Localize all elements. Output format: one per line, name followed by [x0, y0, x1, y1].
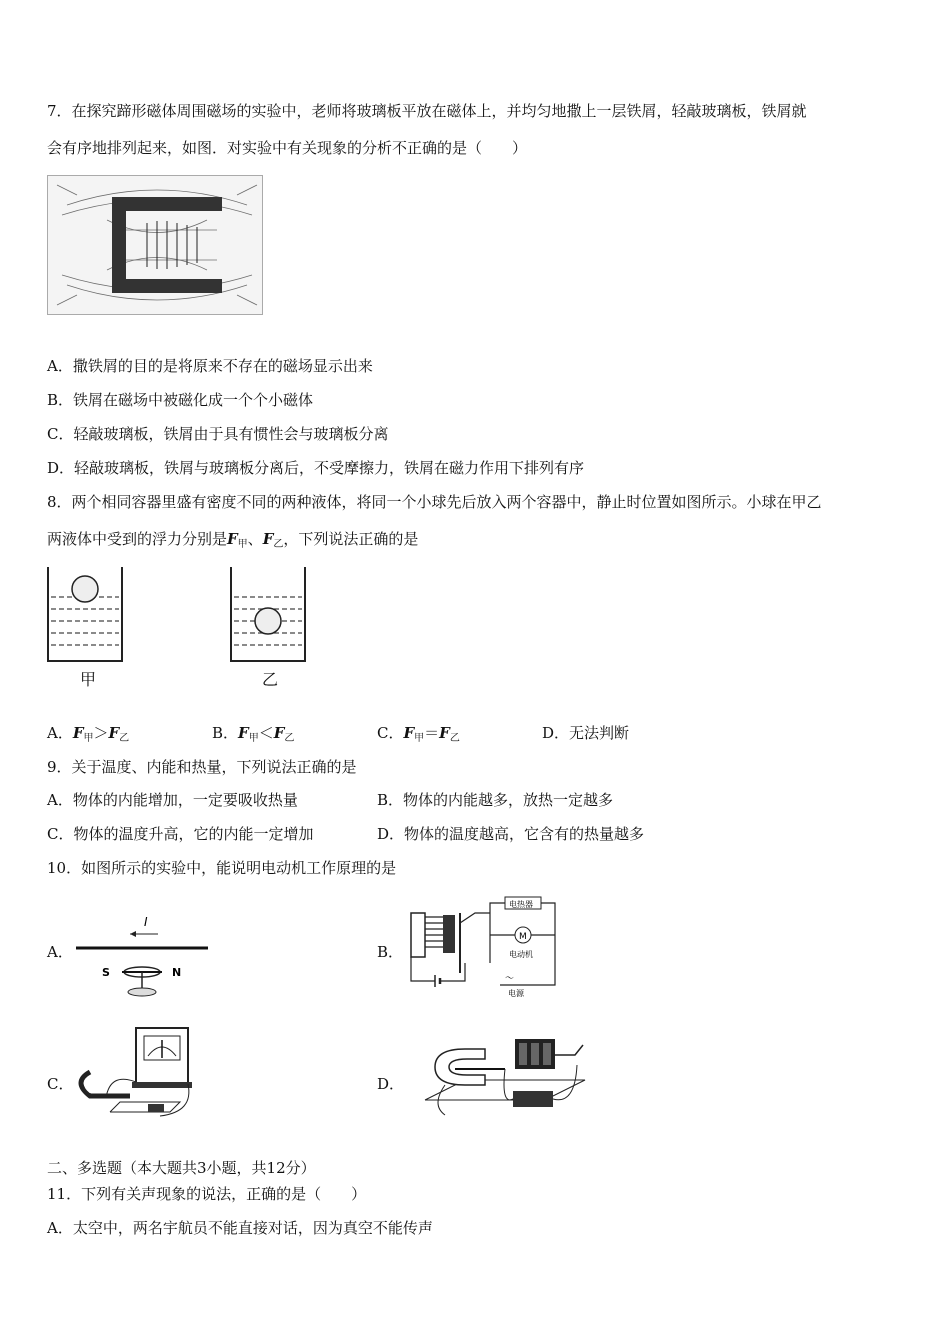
south-pole-label: S [102, 966, 110, 979]
q7-option-d: D．轻敲玻璃板，铁屑与玻璃板分离后，不受摩擦力，铁屑在磁力作用下排列有序 [47, 459, 585, 477]
q10-stem: 10．如图所示的实验中，能说明电动机工作原理的是 [47, 859, 397, 877]
q9-option-d: D．物体的温度越高，它含有的热量越多 [377, 825, 645, 843]
q7-option-c: C．轻敲玻璃板，铁屑由于具有惯性会与玻璃板分离 [47, 425, 389, 443]
motor-symbol: M [519, 932, 527, 942]
motor-label: 电动机 [509, 950, 533, 959]
q10-option-d-label: D． [377, 1075, 405, 1093]
q11-stem: 11．下列有关声现象的说法，正确的是（ ） [47, 1185, 367, 1203]
current-label: I [144, 915, 148, 929]
oersted-experiment-icon [74, 910, 212, 1002]
q7-option-a: A．撒铁屑的目的是将原来不存在的磁场显示出来 [47, 357, 373, 375]
fig-label-yi: 乙 [262, 670, 279, 689]
electromagnetic-relay-icon [405, 893, 560, 1003]
q9-option-c: C．物体的温度升高，它的内能一定增加 [47, 825, 314, 843]
ac-symbol: ～ [505, 974, 515, 984]
q8-option-b: B．$F_甲<F_乙$ [212, 724, 295, 744]
q9-option-b: B．物体的内能越多，放热一定越多 [377, 791, 614, 809]
q10-option-b-label: B． [377, 943, 404, 961]
power-source-label: 电源 [508, 989, 524, 998]
q8-stem-line1: 8．两个相同容器里盛有密度不同的两种液体，将同一个小球先后放入两个容器中，静止时位置如图所示。小球在甲乙 [47, 493, 822, 511]
north-pole-label: N [172, 966, 182, 979]
q8-option-d: D．无法判断 [542, 724, 630, 742]
q10-option-c-label: C． [47, 1075, 74, 1093]
q8-stem-line2: 两液体中受到的浮力分别是$F_甲$、$F_乙$，下列说法正确的是 [47, 530, 419, 550]
q9-option-a: A．物体的内能增加，一定要吸收热量 [47, 791, 298, 809]
motor-principle-icon [405, 1025, 595, 1125]
q8-option-a: A．$F_甲>F_乙$ [47, 724, 130, 744]
galvanometer-induction-icon [70, 1022, 195, 1122]
container-yi-icon [228, 565, 308, 665]
q7-option-b: B．铁屑在磁场中被磁化成一个个小磁体 [47, 391, 314, 409]
q10-option-a-label: A． [47, 943, 73, 961]
q9-stem: 9．关于温度、内能和热量，下列说法正确的是 [47, 758, 357, 776]
q8-option-c: C．$F_甲=F_乙$ [377, 724, 460, 744]
magnet-iron-filings-icon [47, 175, 263, 315]
fig-label-jia: 甲 [80, 670, 97, 689]
heater-label: 电热器 [509, 900, 533, 909]
q7-stem-line2: 会有序地排列起来，如图．对实验中有关现象的分析不正确的是（ ） [47, 139, 528, 157]
q7-stem-line1: 7．在探究蹄形磁体周围磁场的实验中，老师将玻璃板平放在磁体上，并均匀地撒上一层铁屑，轻敲玻璃板，铁屑就 [47, 102, 807, 120]
section-multi-choice-heading: 二、多选题（本大题共3小题，共12分） [47, 1159, 316, 1177]
q11-option-a: A．太空中，两名宇航员不能直接对话，因为真空不能传声 [47, 1219, 433, 1237]
container-jia-icon [45, 565, 125, 665]
